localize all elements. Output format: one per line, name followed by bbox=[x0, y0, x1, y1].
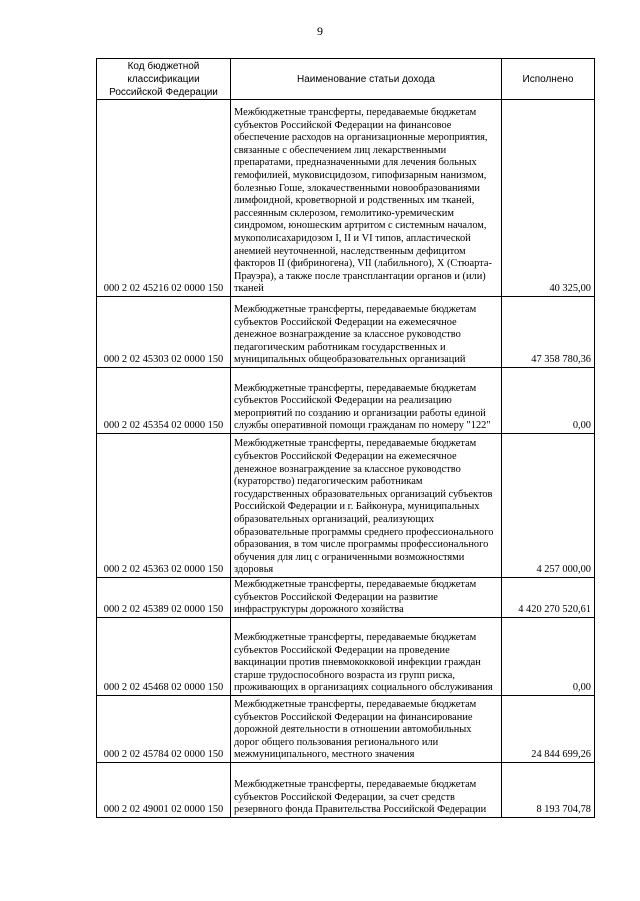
row-code: 000 2 02 45468 02 0000 150 bbox=[97, 618, 231, 696]
row-name: Межбюджетные трансферты, передаваемые бюджетам субъектов Российской Федерации на финансирование дорожной деятельности в отношении автомобильных дорог общего пользования регионального или межмуниципального, местного значения bbox=[231, 696, 502, 763]
row-code: 000 2 02 45784 02 0000 150 bbox=[97, 696, 231, 763]
row-code: 000 2 02 45303 02 0000 150 bbox=[97, 297, 231, 368]
row-name: Межбюджетные трансферты, передаваемые бюджетам субъектов Российской Федерации на реализацию мероприятий по созданию и организации работы единой службы оперативной помощи гражданам по номеру "122" bbox=[231, 368, 502, 434]
row-name: Межбюджетные трансферты, передаваемые бюджетам субъектов Российской Федерации на ежемесячное денежное вознаграждение за классное руководство (кураторство) педагогическим работникам государственных образовательных организаций субъектов Российской Федерации и г. Байконура, муниципальных образовательных организаций, реализующих образовательные программы среднего профессионального образования, в том числе программы профессионального обучения для лиц с ограниченными возможностями здоровья bbox=[231, 434, 502, 578]
table-row bbox=[97, 763, 595, 818]
table-row bbox=[97, 618, 595, 696]
table-header bbox=[97, 59, 595, 100]
row-amount: 4 420 270 520,61 bbox=[502, 578, 595, 618]
row-amount: 0,00 bbox=[502, 618, 595, 696]
header-code: Код бюджетной классификации Российской Федерации bbox=[97, 59, 231, 100]
row-name: Межбюджетные трансферты, передаваемые бюджетам субъектов Российской Федерации на финансовое обеспечение расходов на организационные мероприятия, связанные с обеспечением лиц лекарственными препаратами, предназначенными для лечения больных гемофилией, муковисцидозом, гипофизарным нанизмом, болезнью Гоше, злокачественными новообразованиями лимфоидной, кроветворной и родственных им тканей, рассеянным склерозом, гемолитико-уремическим синдромом, юношеским артритом с системным началом, мукополисахаридозом I, II и VI типов, апластической анемией неуточненной, наследственным дефицитом факторов II (фибриногена), VII (лабильного), X (Стюарта-Прауэра), а также после трансплантации органов и (или) тканей bbox=[231, 100, 502, 297]
row-amount: 47 358 780,36 bbox=[502, 297, 595, 368]
row-name: Межбюджетные трансферты, передаваемые бюджетам субъектов Российской Федерации на развитие инфраструктуры дорожного хозяйства bbox=[231, 578, 502, 618]
row-code: 000 2 02 45363 02 0000 150 bbox=[97, 434, 231, 578]
row-code: 000 2 02 49001 02 0000 150 bbox=[97, 763, 231, 818]
table-row bbox=[97, 434, 595, 578]
row-code: 000 2 02 45389 02 0000 150 bbox=[97, 578, 231, 618]
table-body bbox=[97, 100, 595, 818]
row-amount: 4 257 000,00 bbox=[502, 434, 595, 578]
row-code: 000 2 02 45216 02 0000 150 bbox=[97, 100, 231, 297]
row-amount: 40 325,00 bbox=[502, 100, 595, 297]
row-name: Межбюджетные трансферты, передаваемые бюджетам субъектов Российской Федерации на ежемесячное денежное вознаграждение за классное руководство педагогическим работникам государственных и муниципальных общеобразовательных организаций bbox=[231, 297, 502, 368]
row-amount: 8 193 704,78 bbox=[502, 763, 595, 818]
row-name: Межбюджетные трансферты, передаваемые бюджетам субъектов Российской Федерации на проведение вакцинации против пневмококковой инфекции граждан старше трудоспособного возраста из групп риска, проживающих в организациях социального обслуживания bbox=[231, 618, 502, 696]
header-name: Наименование статьи дохода bbox=[231, 59, 502, 100]
row-code: 000 2 02 45354 02 0000 150 bbox=[97, 368, 231, 434]
row-name: Межбюджетные трансферты, передаваемые бюджетам субъектов Российской Федерации, за счет средств резервного фонда Правительства Российской Федерации bbox=[231, 763, 502, 818]
header-row bbox=[97, 59, 595, 100]
table-row bbox=[97, 368, 595, 434]
header-amount: Исполнено bbox=[502, 59, 595, 100]
row-amount: 0,00 bbox=[502, 368, 595, 434]
revenue-table bbox=[96, 58, 595, 818]
table-row bbox=[97, 578, 595, 618]
table-row bbox=[97, 297, 595, 368]
table-row bbox=[97, 696, 595, 763]
table-row bbox=[97, 100, 595, 297]
row-amount: 24 844 699,26 bbox=[502, 696, 595, 763]
page-number: 9 bbox=[317, 24, 323, 38]
